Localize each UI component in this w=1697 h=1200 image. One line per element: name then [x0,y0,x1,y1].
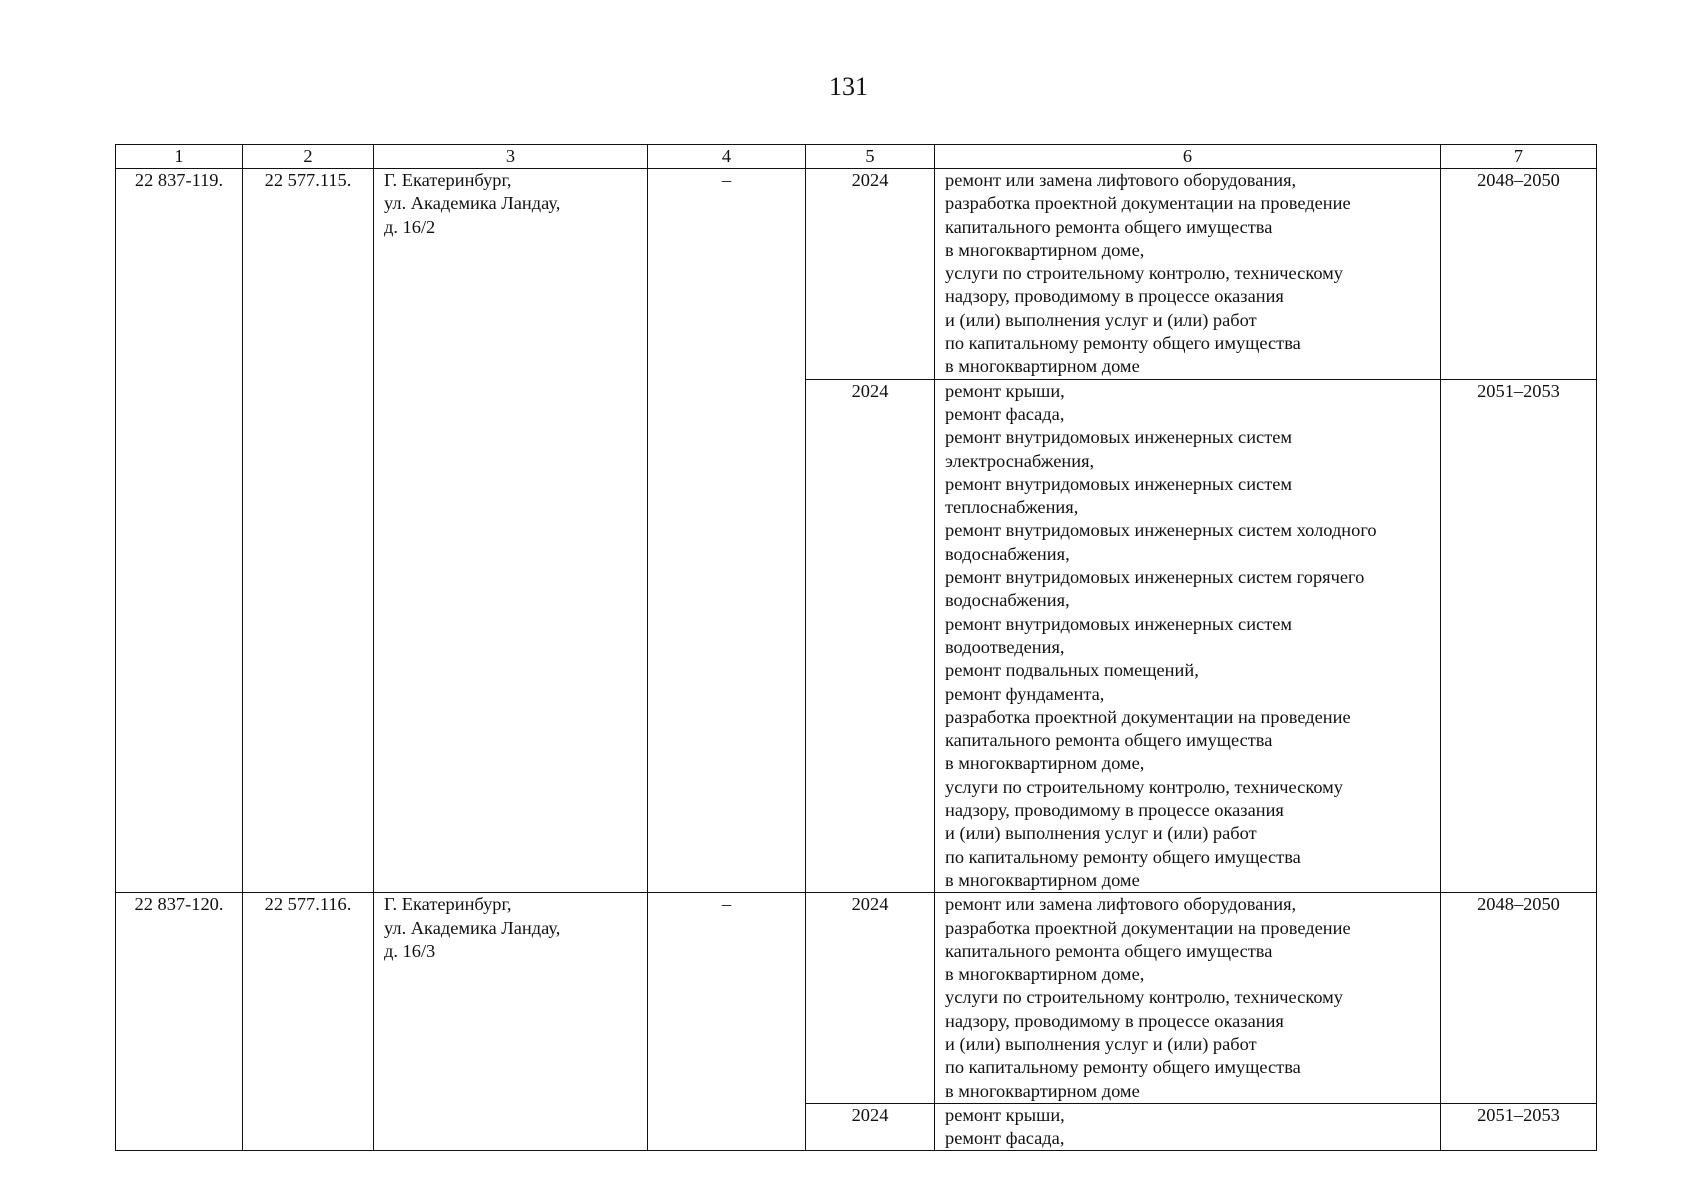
period-cell: 2051–2053 [1441,379,1597,893]
column-header: 1 [116,145,243,169]
record-number-cell: 22 837-119. [116,169,243,893]
address-cell: Г. Екатеринбург, ул. Академика Ландау, д. 16/2 [374,169,648,893]
column-header: 3 [374,145,648,169]
period-cell: 2048–2050 [1441,893,1597,1104]
repair-schedule-table [115,144,1597,1151]
register-number-cell: 22 577.115. [243,169,374,893]
address-cell: Г. Екатеринбург, ул. Академика Ландау, д. 16/3 [374,893,648,1151]
page-number: 131 [829,72,868,101]
column-number-row [116,145,1597,169]
column-header: 7 [1441,145,1597,169]
register-number-cell: 22 577.116. [243,893,374,1151]
year-cell: 2024 [806,379,935,893]
year-cell: 2024 [806,1103,935,1151]
table-row [116,893,1597,1104]
year-cell: 2024 [806,893,935,1104]
work-description-cell: ремонт или замена лифтового оборудования, разработка проектной документации на проведение капитального ремонта общего имущества в многоквартирном доме, услуги по строительному контролю, техническому надзору, проводимому в процессе оказания и (или) выполнения услуг и (или) работ по капитальному ремонту общего имущества в многоквартирном доме [935,169,1441,380]
work-description-cell: ремонт крыши, ремонт фасада, [935,1103,1441,1151]
column-header: 5 [806,145,935,169]
period-cell: 2048–2050 [1441,169,1597,380]
dash-cell: – [648,893,806,1151]
column-header: 6 [935,145,1441,169]
table-row [116,169,1597,380]
dash-cell: – [648,169,806,893]
work-description-cell: ремонт или замена лифтового оборудования, разработка проектной документации на проведение капитального ремонта общего имущества в многоквартирном доме, услуги по строительному контролю, техническому надзору, проводимому в процессе оказания и (или) выполнения услуг и (или) работ по капитальному ремонту общего имущества в многоквартирном доме [935,893,1441,1104]
record-number-cell: 22 837-120. [116,893,243,1151]
column-header: 4 [648,145,806,169]
work-description-cell: ремонт крыши, ремонт фасада, ремонт внутридомовых инженерных систем электроснабжения, ремонт внутридомовых инженерных систем теплоснабжения, ремонт внутридомовых инженерных систем холодного водоснабжения, ремонт внутридомовых инженерных систем горячего водоснабжения, ремонт внутридомовых инженерных систем водоотведения, ремонт подвальных помещений, ремонт фундамента, разработка проектной документации на проведение капитального ремонта общего имущества в многоквартирном доме, услуги по строительному контролю, техническому надзору, проводимому в процессе оказания и (или) выполнения услуг и (или) работ по капитальному ремонту общего имущества в многоквартирном доме [935,379,1441,893]
period-cell: 2051–2053 [1441,1103,1597,1151]
column-header: 2 [243,145,374,169]
year-cell: 2024 [806,169,935,380]
